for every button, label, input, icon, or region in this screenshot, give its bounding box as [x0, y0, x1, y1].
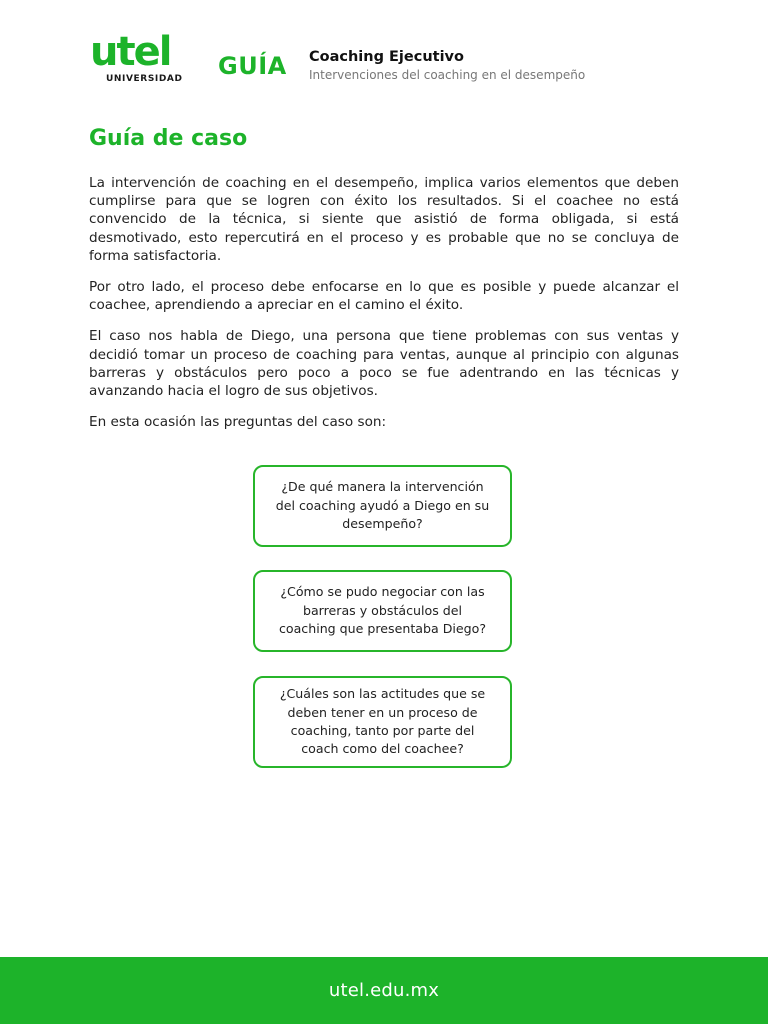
- utel-logo: [90, 29, 200, 86]
- body-text: [89, 174, 679, 444]
- paragraph: Por otro lado, el proceso debe enfocarse en lo que es posible y puede alcanzar el coachee, aprendiendo a apreciar en el camino el éxito.: [89, 279, 679, 314]
- paragraph: La intervención de coaching en el desempeño, implica varios elementos que deben cumplirse para que se logren con éxito los resultados. Si el coachee no está convencido de la técnica, si siente que asistió de forma obligada, si está desmotivado, esto repercutirá en el proceso y es probable que no se concluya de forma satisfactoria.: [89, 175, 679, 264]
- paragraph: El caso nos habla de Diego, una persona que tiene problemas con sus ventas y decidió tomar un proceso de coaching para ventas, aunque al principio con algunas barreras y obstáculos pero poco a poco se fue adentrando en las técnicas y avanzando hacia el logro de sus objetivos.: [89, 328, 679, 400]
- question-text: ¿De qué manera la intervención del coaching ayudó a Diego en su desempeño?: [275, 479, 490, 532]
- footer-url-link[interactable]: utel.edu.mx: [328, 980, 440, 1001]
- page-footer: [0, 957, 768, 1024]
- question-text: ¿Cómo se pudo negociar con las barreras y obstáculos del coaching que presentaba Diego?: [278, 584, 487, 637]
- guide-tag: GUÍA: [218, 52, 287, 80]
- course-subtitle: Intervenciones del coaching en el desempeño: [309, 68, 586, 82]
- page-title: Guía de caso: [89, 126, 248, 151]
- question-box: [253, 570, 512, 652]
- question-box: [253, 676, 512, 768]
- logo-subtitle: UNIVERSIDAD: [106, 74, 183, 84]
- paragraph: En esta ocasión las preguntas del caso son:: [89, 414, 387, 431]
- course-title: Coaching Ejecutivo: [309, 49, 464, 65]
- question-box: [253, 465, 512, 547]
- logo-wordmark: utel: [90, 29, 171, 75]
- page-header: [90, 29, 690, 88]
- question-text: ¿Cuáles son las actitudes que se deben tener en un proceso de coaching, tanto por parte del coach como del coachee?: [279, 686, 486, 757]
